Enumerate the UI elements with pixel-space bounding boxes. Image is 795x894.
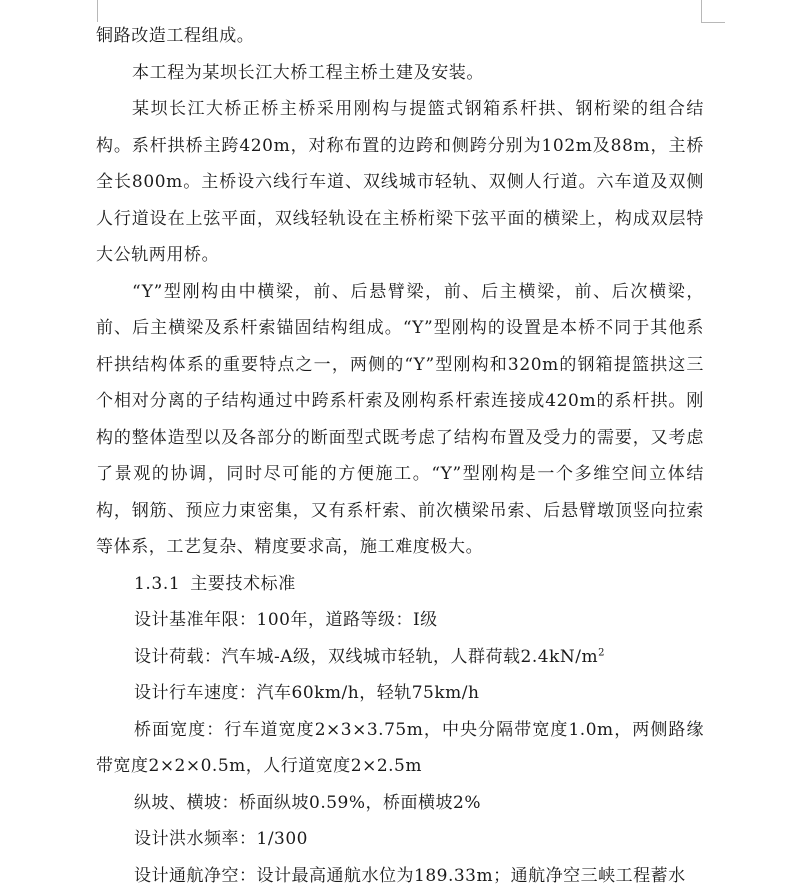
spec-design-speed: 设计行车速度：汽车60km/h，轻轨75km/h (96, 675, 704, 712)
spec-navigation-clearance: 设计通航净空：设计最高通航水位为189.33m；通航净空三峡工程蓄水 (96, 858, 704, 894)
section-number: 1.3.1 (134, 574, 180, 594)
paragraph-bridge-structure: 某坝长江大桥正桥主桥采用刚构与提篮式钢箱系杆拱、钢桁梁的组合结构。系杆拱桥主跨420m，对称布置的边跨和侧跨分别为102m及88m，主桥全长800m。主桥设六线行车道、双线城市轻轨、双侧人行道。六车道及双侧人行道设在上弦平面，双线轻轨设在主桥桁梁下弦平面的横梁上，构成双层特大公轨两用桥。 (96, 91, 704, 274)
spec-design-life: 设计基准年限：100年，道路等级：I级 (96, 602, 704, 639)
crop-mark-top-right-horizontal (701, 22, 725, 23)
spec-flood-frequency: 设计洪水频率：1/300 (96, 821, 704, 858)
spec-design-load-superscript: 2 (598, 647, 605, 658)
spec-design-load-text: 设计荷载：汽车城-A级，双线城市轻轨，人群荷载2.4kN/m (134, 647, 598, 667)
section-title: 主要技术标准 (190, 574, 296, 594)
spec-slope: 纵坡、横坡：桥面纵坡0.59%，桥面横坡2% (96, 785, 704, 822)
spec-design-load (96, 639, 704, 676)
paragraph-project-scope: 本工程为某坝长江大桥工程主桥土建及安装。 (96, 55, 704, 92)
paragraph-continuation: 铜路改造工程组成。 (96, 18, 704, 55)
section-heading (96, 566, 704, 603)
document-body (96, 18, 704, 894)
paragraph-y-frame: “Y”型刚构由中横梁，前、后悬臂梁，前、后主横梁，前、后次横梁，前、后主横梁及系杆索锚固结构组成。“Y”型刚构的设置是本桥不同于其他系杆拱结构体系的重要特点之一，两侧的“Y”型刚构和320m的钢箱提篮拱这三个相对分离的子结构通过中跨系杆索及刚构系杆索连接成420m的系杆拱。刚构的整体造型以及各部分的断面型式既考虑了结构布置及受力的需要，又考虑了景观的协调，同时尽可能的方便施工。“Y”型刚构是一个多维空间立体结构，钢筋、预应力束密集，又有系杆索、前次横梁吊索、后悬臂墩顶竖向拉索等体系，工艺复杂、精度要求高，施工难度极大。 (96, 274, 704, 566)
spec-deck-width: 桥面宽度：行车道宽度2×3×3.75m，中央分隔带宽度1.0m，两侧路缘带宽度2×2×0.5m，人行道宽度2×2.5m (96, 712, 704, 785)
